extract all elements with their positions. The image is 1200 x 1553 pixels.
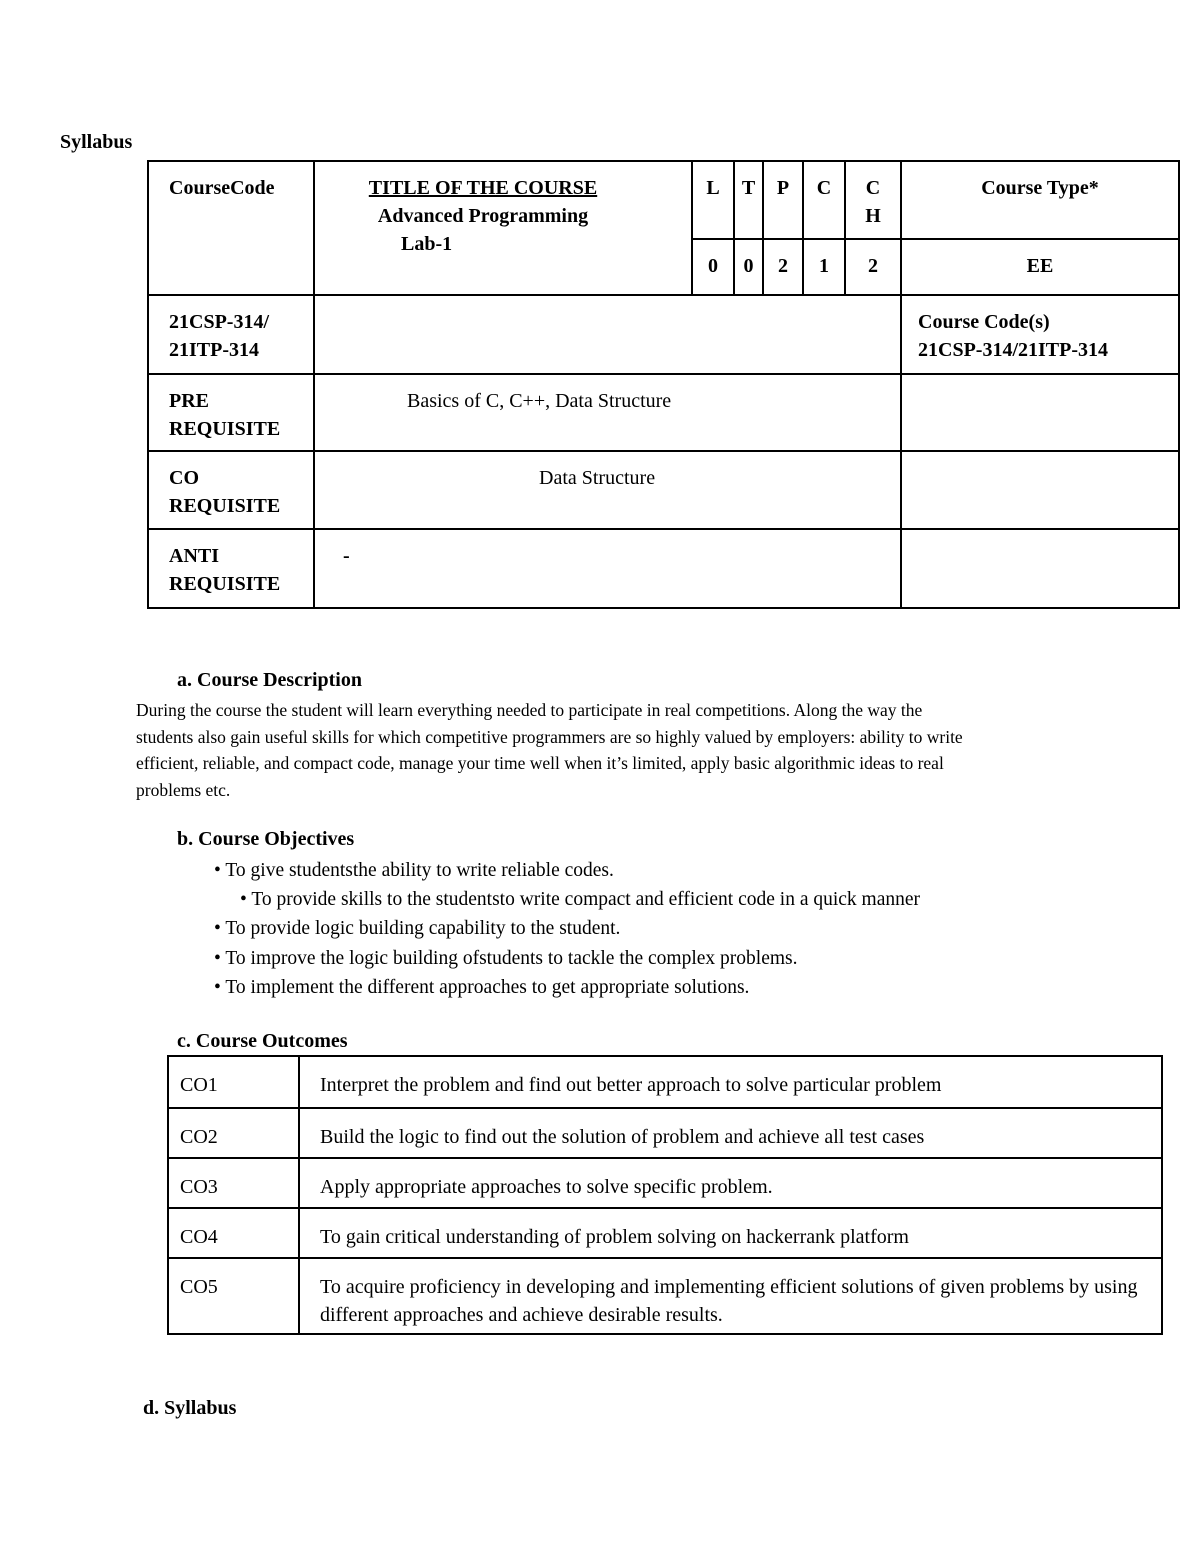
anti-label-line2: REQUISITE: [169, 573, 281, 595]
objective-item: • To give studentsthe ability to write reliable codes.: [214, 860, 614, 881]
course-outcomes-table: [167, 1055, 1163, 1335]
l-value: 0: [692, 239, 734, 295]
course-description-heading: a. Course Description: [177, 669, 362, 691]
co-label-line2: REQUISITE: [169, 495, 281, 517]
outcome-text: Interpret the problem and find out better approach to solve particular problem: [299, 1056, 1162, 1108]
description-line: During the course the student will learn everything needed to participate in real competitions. Along the way the: [136, 700, 923, 720]
course-outcomes-heading: c. Course Outcomes: [177, 1030, 348, 1052]
page-title: Syllabus: [60, 131, 133, 153]
l-header: L: [692, 161, 734, 239]
outcome-code: CO5: [168, 1258, 299, 1334]
objective-item: • To implement the different approaches to get appropriate solutions.: [214, 977, 750, 998]
description-line: students also gain useful skills for which competitive programmers are so highly valued by employers: ability to write: [136, 726, 963, 747]
course-type-value: EE: [901, 239, 1179, 295]
table-row: [168, 1056, 1162, 1108]
p-value: 2: [763, 239, 803, 295]
course-code-line1: 21CSP-314/: [169, 311, 269, 333]
description-line: efficient, reliable, and compact code, manage your time well when it’s limited, apply basic algorithmic ideas to real: [136, 753, 944, 773]
outcome-text: Apply appropriate approaches to solve specific problem.: [299, 1158, 1162, 1208]
co-requisite-extra: [901, 451, 1179, 529]
outcome-text: To gain critical understanding of problem solving on hackerrank platform: [299, 1208, 1162, 1258]
course-code-label: CourseCode: [169, 177, 275, 199]
c-header: C: [803, 161, 845, 239]
pre-label-line1: PRE: [169, 390, 209, 412]
pre-label-line2: REQUISITE: [169, 418, 281, 440]
anti-requisite-label: [148, 529, 314, 608]
ch-header-line2: H: [865, 205, 881, 227]
course-code-label-cell: [148, 161, 314, 295]
outcome-code: CO2: [168, 1108, 299, 1158]
course-description-text: [136, 697, 1176, 803]
co-requisite-value: Data Structure: [314, 451, 901, 529]
table-row: [168, 1208, 1162, 1258]
objective-item: • To improve the logic building ofstudents to tackle the complex problems.: [214, 948, 798, 969]
course-codes-value: 21CSP-314/21ITP-314: [918, 339, 1108, 361]
pre-requisite-extra: [901, 374, 1179, 451]
syllabus-heading: d. Syllabus: [143, 1397, 237, 1419]
outcome-text: Build the logic to find out the solution of problem and achieve all test cases: [299, 1108, 1162, 1158]
t-header: T: [734, 161, 763, 239]
title-label: TITLE OF THE COURSE: [368, 177, 598, 199]
outcome-text: To acquire proficiency in developing and implementing efficient solutions of given problems by using different approaches and achieve desirable results.: [299, 1258, 1162, 1334]
pre-requisite-label: [148, 374, 314, 451]
course-title-line2: Lab-1: [401, 233, 453, 255]
description-line: problems etc.: [136, 779, 231, 800]
anti-requisite-value: -: [314, 529, 901, 608]
ch-header: [845, 161, 901, 239]
table-row: [168, 1158, 1162, 1208]
table-row: [168, 1258, 1162, 1334]
course-title-line1: Advanced Programming: [377, 205, 589, 227]
objective-item: • To provide logic building capability to the student.: [214, 918, 621, 939]
anti-label-line1: ANTI: [169, 545, 220, 567]
ch-header-line1: C: [865, 177, 881, 199]
c-value: 1: [803, 239, 845, 295]
pre-requisite-value: Basics of C, C++, Data Structure: [314, 374, 901, 451]
course-codes-cell: [901, 295, 1179, 374]
empty-cell: [314, 295, 901, 374]
t-value: 0: [734, 239, 763, 295]
co-requisite-label: [148, 451, 314, 529]
course-codes-label: Course Code(s): [918, 311, 1050, 333]
anti-requisite-extra: [901, 529, 1179, 608]
course-objectives-heading: b. Course Objectives: [177, 828, 355, 850]
outcome-code: CO1: [168, 1056, 299, 1108]
table-row: [168, 1108, 1162, 1158]
objective-item: • To provide skills to the studentsto write compact and efficient code in a quick manner: [240, 889, 921, 910]
outcome-code: CO3: [168, 1158, 299, 1208]
course-code-line2: 21ITP-314: [169, 339, 259, 361]
ch-value: 2: [845, 239, 901, 295]
course-type-label: Course Type*: [901, 161, 1179, 239]
p-header: P: [763, 161, 803, 239]
course-title-cell: [314, 161, 692, 295]
course-info-table: [147, 160, 1180, 609]
course-code-cell: [148, 295, 314, 374]
co-label-line1: CO: [169, 467, 199, 489]
outcome-code: CO4: [168, 1208, 299, 1258]
